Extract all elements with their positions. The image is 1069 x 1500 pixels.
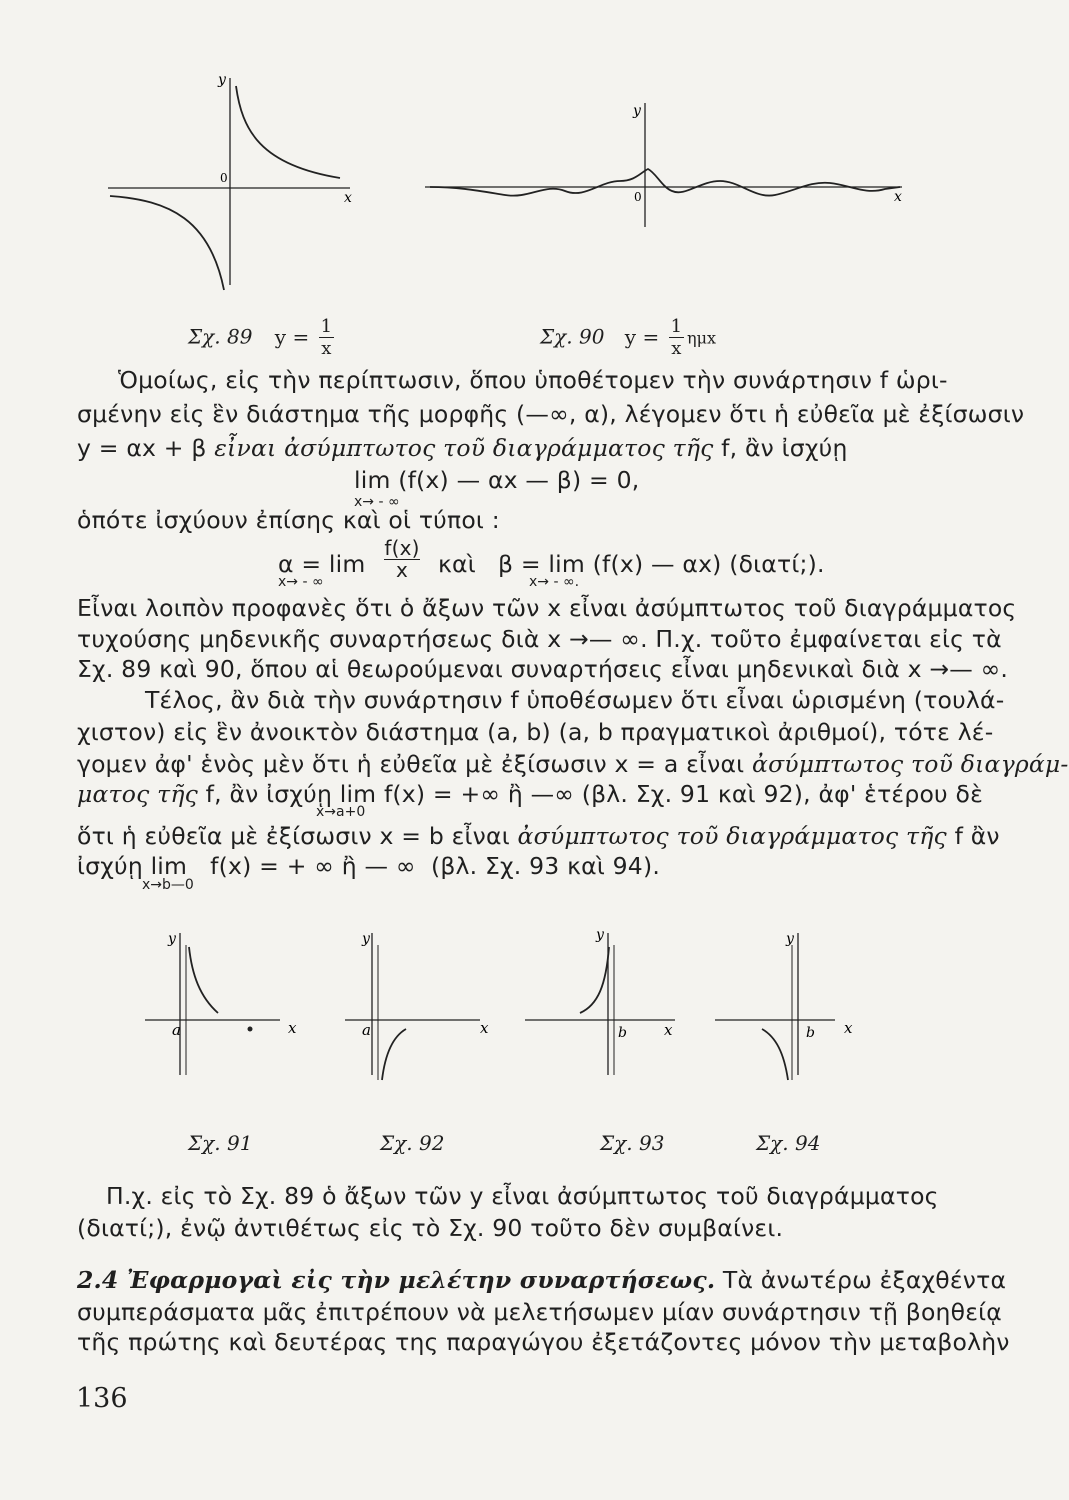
fig93-x-label: x	[664, 1021, 673, 1039]
para3-line4-text: f, ἂν ἰσχύῃ lim f(x) = +∞ ἢ —∞ (βλ. Σχ. 91 καὶ 92), ἀφ' ἑτέρου δὲ	[205, 780, 983, 808]
para4-line2: (διατί;), ἐνῷ ἀντιθέτως εἰς τὸ Σχ. 90 τοῦτο δὲν συμβαίνει.	[77, 1214, 784, 1242]
para3-line4	[77, 780, 983, 808]
fig89-origin-label: 0	[220, 171, 228, 185]
fig89-fraction	[319, 318, 334, 358]
fig93-curve	[580, 947, 609, 1013]
formula2-fraction	[384, 538, 420, 581]
fig92-x-label: x	[480, 1019, 489, 1037]
para3-line1: Τέλος, ἂν διὰ τὴν συνάρτησιν f ὑποθέσωμεν ὅτι εἶναι ὡρισμένη (τουλά-	[145, 686, 1005, 714]
fig90-eq-rhs: ημx	[687, 328, 717, 348]
para1-limit: lim (f(x) — αx — β) = 0,	[354, 466, 640, 494]
section-heading: 2.4 Ἐφαρμογαὶ εἰς τὴν μελέτην συναρτήσεως.	[77, 1266, 716, 1294]
para2-line3: Σχ. 89 καὶ 90, ὅπου αἱ θεωρούμεναι συναρτήσεις εἶναι μηδενικαὶ διὰ x →— ∞.	[77, 655, 1009, 683]
para1-line5: ὁπότε ἰσχύουν ἐπίσης καὶ οἱ τύποι :	[77, 506, 500, 534]
fig91-curve	[189, 947, 218, 1013]
para3-line6-sub: x→b—0	[142, 877, 194, 893]
fig90-num: 1	[670, 316, 683, 337]
figure-94	[710, 925, 880, 1085]
para3-line6: ἰσχύῃ lim f(x) = + ∞ ἢ — ∞ (βλ. Σχ. 93 καὶ 94).	[77, 852, 660, 880]
para3-line5-text: ὅτι ἡ εὐθεῖα μὲ ἐξίσωσιν x = b εἶναι	[77, 822, 510, 850]
formula2-alpha: α = lim	[278, 550, 366, 578]
para1-line1: Ὁμοίως, εἰς τὴν περίπτωσιν, ὅπου ὑποθέτομεν τὴν συνάρτησιν f ὡρι-	[118, 366, 948, 394]
para3-line2: χιστον) εἰς ἓν ἀνοικτὸν διάστημα (a, b) (a, b πραγματικοὶ ἀριθμοί), τότε λέ-	[77, 718, 994, 746]
para1-line3-end: f, ἂν ἰσχύῃ	[721, 434, 848, 462]
fig92-y-label: y	[362, 931, 370, 947]
fig89-curve-right	[236, 86, 340, 178]
fig94-point-label: b	[806, 1025, 815, 1041]
section-line2: συμπεράσματα μᾶς ἐπιτρέπουν νὰ μελετήσωμεν μίαν συνάρτησιν τῇ βοηθείᾳ	[77, 1298, 1002, 1326]
caption-fig89	[188, 318, 337, 358]
fig91-y-label: y	[168, 931, 176, 947]
figure-89	[100, 70, 360, 300]
fig89-den: x	[321, 338, 332, 359]
para4-line1: Π.χ. εἰς τὸ Σχ. 89 ὁ ἄξων τῶν y εἶναι ἀσύμπτωτος τοῦ διαγράμματος	[106, 1182, 939, 1210]
fig89-curve-left	[110, 196, 224, 290]
para1-line3-eq: y = αx + β	[77, 434, 207, 462]
formula2-kai: καὶ	[438, 550, 476, 578]
fig92-curve	[382, 1029, 406, 1080]
fig94-y-label: y	[786, 931, 794, 947]
para1-limit-sub: x→ - ∞	[354, 494, 400, 510]
section-line1-rest: Τὰ ἀνωτέρω ἐξαχθέντα	[722, 1266, 1007, 1294]
figure-92	[340, 925, 510, 1085]
fig92-label: Σχ. 92	[380, 1131, 445, 1155]
fig90-label: Σχ. 90	[540, 324, 605, 349]
page-number: 136	[76, 1383, 128, 1414]
para1-line2: σμένην εἰς ἓν διάστημα τῆς μορφῆς (—∞, α), λέγομεν ὅτι ἡ εὐθεῖα μὲ ἐξίσωσιν	[77, 400, 1025, 428]
para3-line4-sub: x→a+0	[316, 804, 366, 820]
fig89-label: Σχ. 89	[188, 324, 253, 349]
fig90-curve	[430, 169, 900, 196]
figure-90	[420, 95, 910, 235]
fig93-y-label: y	[596, 927, 604, 943]
section-line3: τῆς πρώτης καὶ δευτέρας της παραγώγου ἐξετάζοντες μόνον τὴν μεταβολὴν	[77, 1328, 1010, 1356]
fig94-label: Σχ. 94	[756, 1131, 821, 1155]
para3-line5-end: f ἂν	[954, 822, 1000, 850]
figure-91	[140, 925, 310, 1085]
fig89-x-label: x	[344, 190, 352, 206]
fig89-eq-lhs: y =	[274, 324, 310, 349]
fig91-point-label: a	[172, 1021, 181, 1039]
fig90-den: x	[671, 338, 682, 359]
para2-line2: τυχούσης μηδενικῆς συναρτήσεως διὰ x →— ∞. Π.χ. τοῦτο ἐμφαίνεται εἰς τὰ	[77, 625, 1002, 653]
para3-line5	[77, 822, 1000, 850]
fig90-x-label: x	[894, 189, 902, 205]
fig91-x-label: x	[288, 1019, 297, 1037]
para3-line3	[77, 750, 1069, 778]
formula2-sub2: x→ - ∞.	[529, 574, 580, 590]
para3-line4-italic: ματος τῆς	[77, 780, 198, 808]
fig91-dot	[248, 1027, 253, 1032]
fig92-point-label: a	[362, 1021, 371, 1039]
para1-line3	[77, 434, 939, 462]
fig89-y-label: y	[218, 72, 226, 88]
fig90-fraction	[669, 318, 684, 358]
fig93-label: Σχ. 93	[600, 1131, 665, 1155]
caption-fig90	[540, 318, 716, 358]
formula2-sub1: x→ - ∞	[278, 574, 324, 590]
fig90-eq-lhs: y =	[624, 324, 660, 349]
para3-line3-italic: ἀσύμπτωτος τοῦ διαγράμ-	[752, 750, 1069, 778]
para3-line5-italic: ἀσύμπτωτος τοῦ διαγράμματος τῆς	[517, 822, 947, 850]
section-line1	[77, 1266, 1007, 1294]
fig90-origin-label: 0	[634, 190, 642, 204]
fig89-num: 1	[320, 316, 333, 337]
para2-line1: Εἶναι λοιπὸν προφανὲς ὅτι ὁ ἄξων τῶν x εἶναι ἀσύμπτωτος τοῦ διαγράμματος	[77, 594, 1017, 622]
fig94-x-label: x	[844, 1019, 853, 1037]
para1-line3-italic: εἶναι ἀσύμπτωτος τοῦ διαγράμματος τῆς	[214, 434, 714, 462]
fig94-curve	[762, 1029, 788, 1080]
formula2-beta: β = lim (f(x) — αx) (διατί;).	[498, 550, 825, 578]
figure-93	[520, 925, 700, 1085]
formula2-num: f(x)	[384, 536, 420, 560]
fig90-y-label: y	[633, 103, 641, 119]
fig93-point-label: b	[618, 1025, 627, 1041]
formula2-den: x	[395, 558, 409, 582]
para3-line3-text: γομεν ἀφ' ἑνὸς μὲν ὅτι ἡ εὐθεῖα μὲ ἐξίσωσιν x = a εἶναι	[77, 750, 745, 778]
fig91-label: Σχ. 91	[188, 1131, 253, 1155]
